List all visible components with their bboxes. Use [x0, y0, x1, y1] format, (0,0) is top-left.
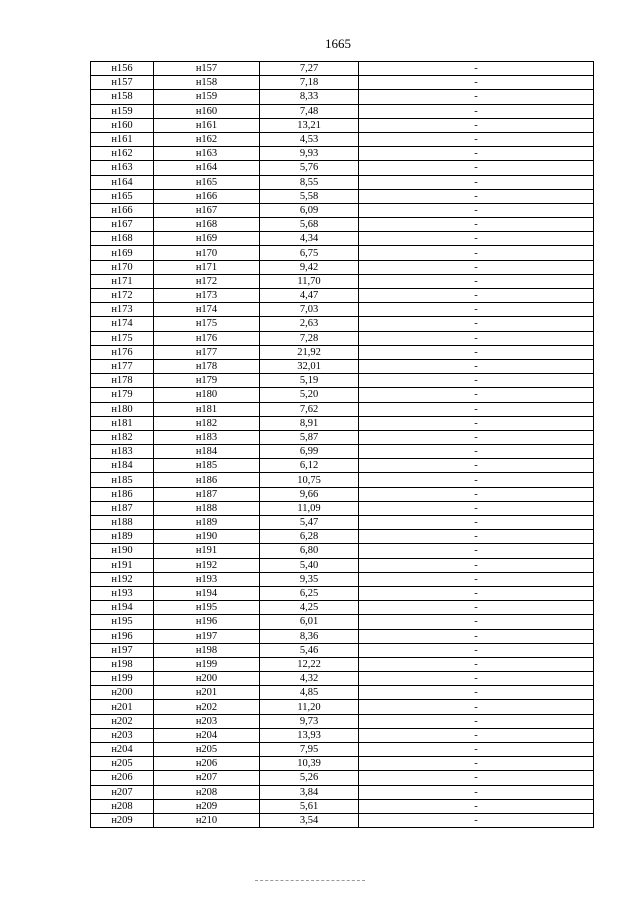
from-point-cell: н159	[91, 104, 154, 118]
note-cell: -	[359, 359, 594, 373]
distance-cell: 11,20	[260, 700, 359, 714]
to-point-cell: н169	[154, 232, 260, 246]
distance-cell: 11,09	[260, 501, 359, 515]
from-point-cell: н205	[91, 757, 154, 771]
distance-cell: 6,12	[260, 459, 359, 473]
note-cell: -	[359, 700, 594, 714]
table-row	[91, 771, 594, 785]
from-point-cell: н176	[91, 345, 154, 359]
distance-cell: 9,35	[260, 572, 359, 586]
table-row	[91, 76, 594, 90]
distance-cell: 7,48	[260, 104, 359, 118]
from-point-cell: н193	[91, 586, 154, 600]
distance-cell: 6,09	[260, 203, 359, 217]
table-row	[91, 345, 594, 359]
distance-cell: 5,68	[260, 218, 359, 232]
to-point-cell: н195	[154, 601, 260, 615]
distance-cell: 6,28	[260, 530, 359, 544]
note-cell: -	[359, 175, 594, 189]
distance-cell: 13,93	[260, 728, 359, 742]
table-row	[91, 572, 594, 586]
from-point-cell: н201	[91, 700, 154, 714]
to-point-cell: н180	[154, 388, 260, 402]
from-point-cell: н184	[91, 459, 154, 473]
note-cell: -	[359, 757, 594, 771]
to-point-cell: н159	[154, 90, 260, 104]
note-cell: -	[359, 459, 594, 473]
to-point-cell: н179	[154, 374, 260, 388]
from-point-cell: н203	[91, 728, 154, 742]
from-point-cell: н167	[91, 218, 154, 232]
distance-cell: 32,01	[260, 359, 359, 373]
table-row	[91, 615, 594, 629]
note-cell: -	[359, 345, 594, 359]
to-point-cell: н192	[154, 558, 260, 572]
from-point-cell: н185	[91, 473, 154, 487]
distance-cell: 5,47	[260, 516, 359, 530]
table-row	[91, 232, 594, 246]
table-row	[91, 374, 594, 388]
to-point-cell: н207	[154, 771, 260, 785]
note-cell: -	[359, 331, 594, 345]
note-cell: -	[359, 615, 594, 629]
to-point-cell: н196	[154, 615, 260, 629]
distance-cell: 10,39	[260, 757, 359, 771]
distance-cell: 6,99	[260, 445, 359, 459]
page-bottom-divider	[255, 880, 365, 881]
to-point-cell: н199	[154, 657, 260, 671]
distance-cell: 8,55	[260, 175, 359, 189]
from-point-cell: н183	[91, 445, 154, 459]
table-row	[91, 331, 594, 345]
from-point-cell: н192	[91, 572, 154, 586]
distance-cell: 10,75	[260, 473, 359, 487]
table-row	[91, 728, 594, 742]
table-row	[91, 714, 594, 728]
from-point-cell: н177	[91, 359, 154, 373]
note-cell: -	[359, 785, 594, 799]
from-point-cell: н180	[91, 402, 154, 416]
note-cell: -	[359, 430, 594, 444]
from-point-cell: н157	[91, 76, 154, 90]
table-row	[91, 246, 594, 260]
from-point-cell: н187	[91, 501, 154, 515]
to-point-cell: н194	[154, 586, 260, 600]
to-point-cell: н183	[154, 430, 260, 444]
note-cell: -	[359, 586, 594, 600]
table-row	[91, 757, 594, 771]
table-row	[91, 700, 594, 714]
to-point-cell: н200	[154, 672, 260, 686]
note-cell: -	[359, 132, 594, 146]
from-point-cell: н172	[91, 289, 154, 303]
from-point-cell: н175	[91, 331, 154, 345]
table-row	[91, 402, 594, 416]
note-cell: -	[359, 76, 594, 90]
note-cell: -	[359, 189, 594, 203]
table-row	[91, 672, 594, 686]
distance-cell: 7,18	[260, 76, 359, 90]
from-point-cell: н163	[91, 161, 154, 175]
distance-cell: 11,70	[260, 274, 359, 288]
to-point-cell: н177	[154, 345, 260, 359]
note-cell: -	[359, 232, 594, 246]
from-point-cell: н179	[91, 388, 154, 402]
note-cell: -	[359, 501, 594, 515]
note-cell: -	[359, 799, 594, 813]
table-row	[91, 516, 594, 530]
to-point-cell: н209	[154, 799, 260, 813]
distance-cell: 9,73	[260, 714, 359, 728]
note-cell: -	[359, 771, 594, 785]
note-cell: -	[359, 629, 594, 643]
table-row	[91, 743, 594, 757]
from-point-cell: н166	[91, 203, 154, 217]
to-point-cell: н190	[154, 530, 260, 544]
to-point-cell: н208	[154, 785, 260, 799]
from-point-cell: н158	[91, 90, 154, 104]
note-cell: -	[359, 303, 594, 317]
table-row	[91, 303, 594, 317]
note-cell: -	[359, 246, 594, 260]
distance-cell: 5,58	[260, 189, 359, 203]
to-point-cell: н174	[154, 303, 260, 317]
distance-cell: 4,85	[260, 686, 359, 700]
from-point-cell: н188	[91, 516, 154, 530]
distance-cell: 8,36	[260, 629, 359, 643]
note-cell: -	[359, 317, 594, 331]
table-row	[91, 501, 594, 515]
table-row	[91, 473, 594, 487]
to-point-cell: н168	[154, 218, 260, 232]
to-point-cell: н205	[154, 743, 260, 757]
to-point-cell: н188	[154, 501, 260, 515]
from-point-cell: н207	[91, 785, 154, 799]
note-cell: -	[359, 161, 594, 175]
table-body	[91, 62, 594, 828]
note-cell: -	[359, 218, 594, 232]
table-row	[91, 657, 594, 671]
to-point-cell: н184	[154, 445, 260, 459]
from-point-cell: н189	[91, 530, 154, 544]
table-row	[91, 544, 594, 558]
from-point-cell: н197	[91, 643, 154, 657]
note-cell: -	[359, 289, 594, 303]
from-point-cell: н182	[91, 430, 154, 444]
from-point-cell: н198	[91, 657, 154, 671]
table-row	[91, 147, 594, 161]
to-point-cell: н182	[154, 416, 260, 430]
note-cell: -	[359, 260, 594, 274]
to-point-cell: н164	[154, 161, 260, 175]
from-point-cell: н195	[91, 615, 154, 629]
distance-cell: 5,26	[260, 771, 359, 785]
from-point-cell: н206	[91, 771, 154, 785]
note-cell: -	[359, 90, 594, 104]
distance-cell: 7,28	[260, 331, 359, 345]
table-row	[91, 189, 594, 203]
table-row	[91, 203, 594, 217]
from-point-cell: н156	[91, 62, 154, 76]
to-point-cell: н173	[154, 289, 260, 303]
to-point-cell: н189	[154, 516, 260, 530]
table-row	[91, 289, 594, 303]
table-row	[91, 586, 594, 600]
from-point-cell: н173	[91, 303, 154, 317]
distance-cell: 5,40	[260, 558, 359, 572]
table-row	[91, 558, 594, 572]
table-row	[91, 90, 594, 104]
note-cell: -	[359, 445, 594, 459]
distance-cell: 7,95	[260, 743, 359, 757]
distance-cell: 5,20	[260, 388, 359, 402]
table-row	[91, 530, 594, 544]
table-row	[91, 785, 594, 799]
distance-cell: 5,61	[260, 799, 359, 813]
table-row	[91, 416, 594, 430]
to-point-cell: н171	[154, 260, 260, 274]
distance-cell: 4,47	[260, 289, 359, 303]
to-point-cell: н206	[154, 757, 260, 771]
table-row	[91, 487, 594, 501]
distance-cell: 5,87	[260, 430, 359, 444]
table-row	[91, 686, 594, 700]
note-cell: -	[359, 62, 594, 76]
from-point-cell: н194	[91, 601, 154, 615]
note-cell: -	[359, 558, 594, 572]
note-cell: -	[359, 672, 594, 686]
distance-cell: 13,21	[260, 118, 359, 132]
from-point-cell: н202	[91, 714, 154, 728]
from-point-cell: н170	[91, 260, 154, 274]
distance-cell: 8,33	[260, 90, 359, 104]
to-point-cell: н170	[154, 246, 260, 260]
from-point-cell: н208	[91, 799, 154, 813]
from-point-cell: н199	[91, 672, 154, 686]
distance-cell: 7,03	[260, 303, 359, 317]
to-point-cell: н178	[154, 359, 260, 373]
table-row	[91, 104, 594, 118]
from-point-cell: н168	[91, 232, 154, 246]
to-point-cell: н201	[154, 686, 260, 700]
distance-cell: 3,84	[260, 785, 359, 799]
distance-cell: 5,46	[260, 643, 359, 657]
table-row	[91, 430, 594, 444]
boundary-points-table	[90, 61, 594, 828]
distance-cell: 9,66	[260, 487, 359, 501]
distance-cell: 9,42	[260, 260, 359, 274]
to-point-cell: н161	[154, 118, 260, 132]
to-point-cell: н165	[154, 175, 260, 189]
page-number: 1665	[325, 36, 351, 51]
note-cell: -	[359, 572, 594, 586]
to-point-cell: н210	[154, 813, 260, 827]
note-cell: -	[359, 601, 594, 615]
note-cell: -	[359, 530, 594, 544]
to-point-cell: н160	[154, 104, 260, 118]
note-cell: -	[359, 544, 594, 558]
table-row	[91, 799, 594, 813]
distance-cell: 7,62	[260, 402, 359, 416]
from-point-cell: н162	[91, 147, 154, 161]
distance-cell: 12,22	[260, 657, 359, 671]
from-point-cell: н171	[91, 274, 154, 288]
table-row	[91, 132, 594, 146]
table-row	[91, 629, 594, 643]
from-point-cell: н174	[91, 317, 154, 331]
to-point-cell: н163	[154, 147, 260, 161]
distance-cell: 4,34	[260, 232, 359, 246]
from-point-cell: н160	[91, 118, 154, 132]
from-point-cell: н165	[91, 189, 154, 203]
note-cell: -	[359, 374, 594, 388]
to-point-cell: н158	[154, 76, 260, 90]
table-row	[91, 274, 594, 288]
to-point-cell: н187	[154, 487, 260, 501]
to-point-cell: н172	[154, 274, 260, 288]
table-row	[91, 813, 594, 827]
note-cell: -	[359, 274, 594, 288]
note-cell: -	[359, 203, 594, 217]
distance-cell: 6,75	[260, 246, 359, 260]
to-point-cell: н162	[154, 132, 260, 146]
from-point-cell: н191	[91, 558, 154, 572]
to-point-cell: н197	[154, 629, 260, 643]
from-point-cell: н209	[91, 813, 154, 827]
table-row	[91, 317, 594, 331]
note-cell: -	[359, 743, 594, 757]
table-row	[91, 359, 594, 373]
from-point-cell: н186	[91, 487, 154, 501]
table-row	[91, 161, 594, 175]
note-cell: -	[359, 118, 594, 132]
table-row	[91, 601, 594, 615]
distance-cell: 4,25	[260, 601, 359, 615]
distance-cell: 6,25	[260, 586, 359, 600]
distance-cell: 3,54	[260, 813, 359, 827]
to-point-cell: н157	[154, 62, 260, 76]
from-point-cell: н161	[91, 132, 154, 146]
from-point-cell: н196	[91, 629, 154, 643]
table-row	[91, 260, 594, 274]
table-row	[91, 62, 594, 76]
to-point-cell: н191	[154, 544, 260, 558]
from-point-cell: н204	[91, 743, 154, 757]
distance-cell: 4,32	[260, 672, 359, 686]
table-row	[91, 175, 594, 189]
distance-cell: 6,80	[260, 544, 359, 558]
note-cell: -	[359, 388, 594, 402]
distance-cell: 21,92	[260, 345, 359, 359]
table-row	[91, 388, 594, 402]
distance-cell: 8,91	[260, 416, 359, 430]
distance-cell: 7,27	[260, 62, 359, 76]
distance-cell: 4,53	[260, 132, 359, 146]
table-row	[91, 218, 594, 232]
from-point-cell: н181	[91, 416, 154, 430]
to-point-cell: н186	[154, 473, 260, 487]
to-point-cell: н198	[154, 643, 260, 657]
table-row	[91, 445, 594, 459]
note-cell: -	[359, 714, 594, 728]
note-cell: -	[359, 147, 594, 161]
note-cell: -	[359, 487, 594, 501]
distance-cell: 5,19	[260, 374, 359, 388]
to-point-cell: н166	[154, 189, 260, 203]
note-cell: -	[359, 516, 594, 530]
to-point-cell: н185	[154, 459, 260, 473]
to-point-cell: н176	[154, 331, 260, 345]
to-point-cell: н204	[154, 728, 260, 742]
distance-cell: 6,01	[260, 615, 359, 629]
to-point-cell: н181	[154, 402, 260, 416]
note-cell: -	[359, 643, 594, 657]
distance-cell: 9,93	[260, 147, 359, 161]
note-cell: -	[359, 402, 594, 416]
from-point-cell: н169	[91, 246, 154, 260]
note-cell: -	[359, 686, 594, 700]
to-point-cell: н175	[154, 317, 260, 331]
note-cell: -	[359, 657, 594, 671]
from-point-cell: н178	[91, 374, 154, 388]
from-point-cell: н164	[91, 175, 154, 189]
to-point-cell: н202	[154, 700, 260, 714]
to-point-cell: н203	[154, 714, 260, 728]
note-cell: -	[359, 104, 594, 118]
from-point-cell: н190	[91, 544, 154, 558]
distance-cell: 5,76	[260, 161, 359, 175]
to-point-cell: н167	[154, 203, 260, 217]
note-cell: -	[359, 416, 594, 430]
from-point-cell: н200	[91, 686, 154, 700]
table-row	[91, 459, 594, 473]
to-point-cell: н193	[154, 572, 260, 586]
distance-cell: 2,63	[260, 317, 359, 331]
table-row	[91, 643, 594, 657]
table-row	[91, 118, 594, 132]
note-cell: -	[359, 473, 594, 487]
note-cell: -	[359, 813, 594, 827]
note-cell: -	[359, 728, 594, 742]
